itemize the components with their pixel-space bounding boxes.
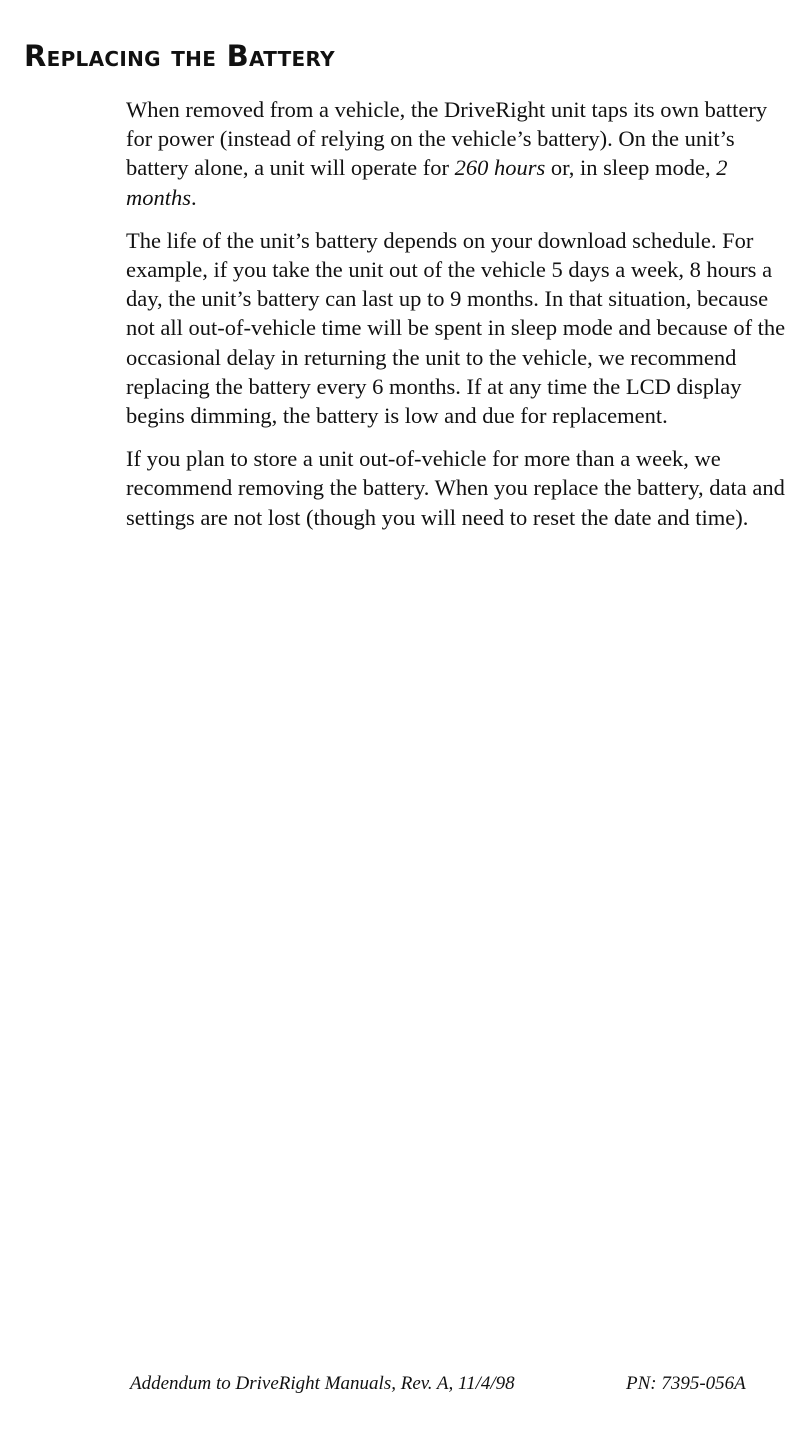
paragraph-text: When removed from a vehicle, the DriveRight unit taps its own battery for power (instead of relying on the vehicle’s battery). On the unit’s battery alone, a unit will operate for	[126, 97, 768, 181]
page-title: Replacing the Battery	[24, 39, 335, 73]
footer-part-number: PN: 7395-056A	[626, 1373, 746, 1394]
page-footer	[0, 1370, 808, 1398]
paragraph-storage: If you plan to store a unit out-of-vehicle for more than a week, we recommend removing the battery. When you replace the battery, data and settings are not lost (though you will need to reset the date and time).	[126, 446, 785, 530]
emphasis-sleep-duration: 2 months	[126, 155, 728, 210]
footer-addendum: Addendum to DriveRight Manuals, Rev. A, 11/4/98	[130, 1373, 515, 1394]
body-text	[126, 95, 788, 546]
paragraph-text: .	[191, 184, 197, 210]
paragraph-battery-power	[126, 95, 788, 212]
emphasis-operating-hours: 260 hours	[454, 155, 546, 181]
paragraph-text: or, in sleep mode,	[545, 155, 717, 181]
paragraph-battery-life: The life of the unit’s battery depends on your download schedule. For example, if you take the unit out of the vehicle 5 days a week, 8 hours a day, the unit’s battery can last up to 9 months. In that situation, because not all out-of-vehicle time will be spent in sleep mode and because of the occasional delay in returning the unit to the vehicle, we recommend replacing the battery every 6 months. If at any time the LCD display begins dimming, the battery is low and due for replacement.	[126, 227, 786, 429]
